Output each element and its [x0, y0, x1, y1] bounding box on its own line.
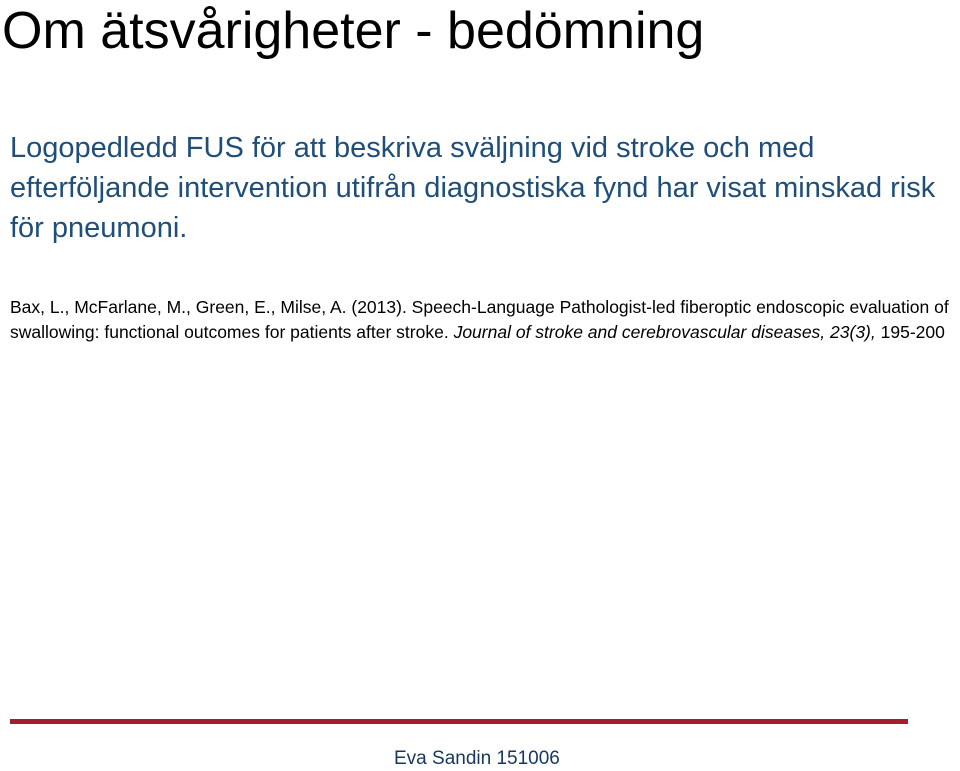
reference-authors-title: Bax, L., McFarlane, M., Green, E., Milse, A. (2013). Speech-Language Pathologist-led fiberoptic endoscopic evaluation of swallowing: functional outcomes for patients after stroke.: [10, 297, 949, 342]
footer-divider: [10, 719, 908, 724]
footer-author-date: Eva Sandin 151006: [394, 748, 560, 769]
reference-pages: 195-200: [880, 322, 945, 342]
reference-citation: [10, 295, 955, 345]
slide-title: Om ätsvårigheter - bedömning: [2, 2, 705, 60]
reference-journal: Journal of stroke and cerebrovascular diseases, 23(3),: [453, 322, 876, 342]
main-statement: Logopedledd FUS för att beskriva sväljning vid stroke och med efterföljande intervention utifrån diagnostiska fynd har visat minskad risk för pneumoni.: [10, 132, 936, 244]
